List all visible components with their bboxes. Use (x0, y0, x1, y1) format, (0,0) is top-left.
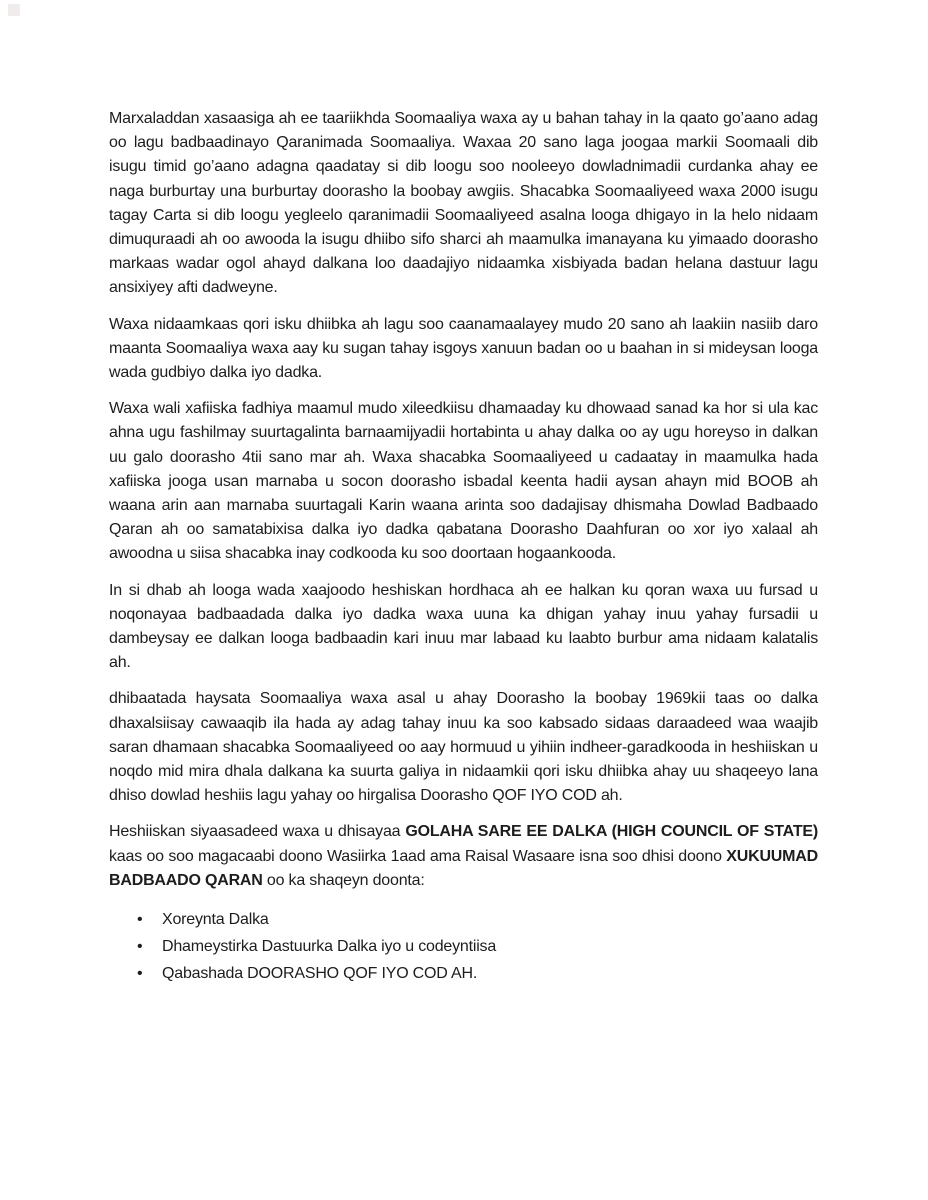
bullet-item-label: Xoreynta Dalka (162, 911, 269, 929)
paragraph-text: Marxaladdan xasaasiga ah ee taariikhda Soomaaliya waxa ay u bahan tahay in la qaato go’aano adag oo lagu badbaadinayo Qaranimada Soomaaliya. Waxaa 20 sano laga joogaa markii Soomaali dib isugu timid go’aano adagna qaadatay si dib loogu soo nooleeyo dowladnimadii curdanka ahay ee naga burburtay una burburtay doorasho la boobay awgiis. Shacabka Soomaaliyeed waxa 2000 isugu tagay Carta si dib loogu yegleelo qaranimadii Soomaaliyeed asalna looga dhigayo in la helo nidaam dimuquraadi ah oo awooda la isugu dhiibo sifo sharci ah maamulka imanayana ku yimaado doorasho markaas wadar ogol ahayd dalkana loo daadajiyo nidaamka xisbiyada badan helana dastuur lagu ansixiyey afti dadweyne. (109, 110, 818, 297)
scan-artifact (8, 4, 20, 16)
bullet-icon: • (137, 938, 143, 956)
paragraph-5 (109, 687, 818, 808)
bullet-list (109, 906, 818, 987)
paragraph-text: In si dhab ah looga wada xaajoodo heshiskan hordhaca ah ee halkan ku qoran waxa uu fursad u noqonayaa badbaadada dalka iyo dadka waxa uuna ka dhigan yahay inuu yahay fursadii u dambeysay ee dalkan looga badbaadin kari inuu mar labaad ku laabto burbur ama nidaam kalatalis ah. (109, 581, 818, 672)
bullet-icon: • (137, 965, 143, 983)
paragraph-text: Waxa nidaamkaas qori isku dhiibka ah lagu soo caanamaalayey mudo 20 sano ah laakiin nasiib daro maanta Soomaaliya waxa aay ku sugan tahay isgoys xanuun badan oo u baahan in si mideysan looga wada gudbiyo dalka iyo dadka. (109, 315, 818, 382)
paragraph-4 (109, 579, 818, 676)
document-content (109, 107, 818, 987)
paragraph-text: oo ka shaqeyn doonta: (262, 871, 425, 889)
bullet-icon: • (137, 911, 143, 929)
paragraph-6 (109, 820, 818, 893)
paragraph-text: dhibaatada haysata Soomaaliya waxa asal u ahay Doorasho la boobay 1969kii taas oo dalka dhaxalsiisay cawaaqib ila hada ay adag tahay inuu ka soo kabsado sidaas daraadeed waa waajib saran dhamaan shacabka Soomaaliyeed oo aay hormuud u yihiin indheer-garadkooda in heshiiskan u noqdo mid mira dhala dalkana ka suurta galiya in nidaamkii qori isku dhiibka ahay uu shaqeeyo lana dhiso dowlad heshiis lagu yahay oo hirgalisa Doorasho QOF IYO COD ah. (109, 690, 818, 805)
paragraph-2 (109, 313, 818, 386)
bullet-item-xoreynta (137, 906, 818, 933)
paragraph-1 (109, 107, 818, 301)
paragraph-text: kaas oo soo magacaabi doono Wasiirka 1aad ama Raisal Wasaare isna soo dhisi doono (109, 847, 727, 865)
bullet-item-label: Dhameystirka Dastuurka Dalka iyo u codeyntiisa (162, 938, 497, 956)
paragraph-text: Heshiiskan siyaasadeed waxa u dhisayaa (109, 823, 406, 841)
bold-text-golaha-sare: GOLAHA SARE EE DALKA (HIGH COUNCIL OF STATE) (405, 823, 818, 841)
bullet-item-doorasho (137, 960, 818, 987)
paragraph-text: Waxa wali xafiiska fadhiya maamul mudo xileedkiisu dhamaaday ku dhowaad sanad ka hor si ula kac ahna ugu fashilmay suurtagalinta barnaamijyadii hortabinta u ahay dalka oo ay ugu horeyso in dalkan uu galo doorasho 4tii sano mar ah. Waxa shacabka Soomaaliyeed u cadaatay in maamulka hada xafiiska jooga usan marnaba u socon doorasho isbadal keenta hadii aysan ahayn mid BOOB ah waana arin aan marnaba suurtagali Karin waana arinta soo dadajisay dhismaha Dowlad Badbaado Qaran ah oo samatabixisa dalka iyo dadka qabatana Doorasho Daahfuran oo xor iyo xalaal ah awoodna u siisa shacabka inay codkooda ku soo doortaan hogaankooda. (109, 400, 818, 563)
paragraph-3 (109, 397, 818, 566)
bullet-item-label: Qabashada DOORASHO QOF IYO COD AH. (162, 965, 478, 983)
bullet-item-dastuurka (137, 933, 818, 960)
bold-text-xukuumad: XUKUUMAD BADBAADO QARAN (109, 847, 818, 889)
